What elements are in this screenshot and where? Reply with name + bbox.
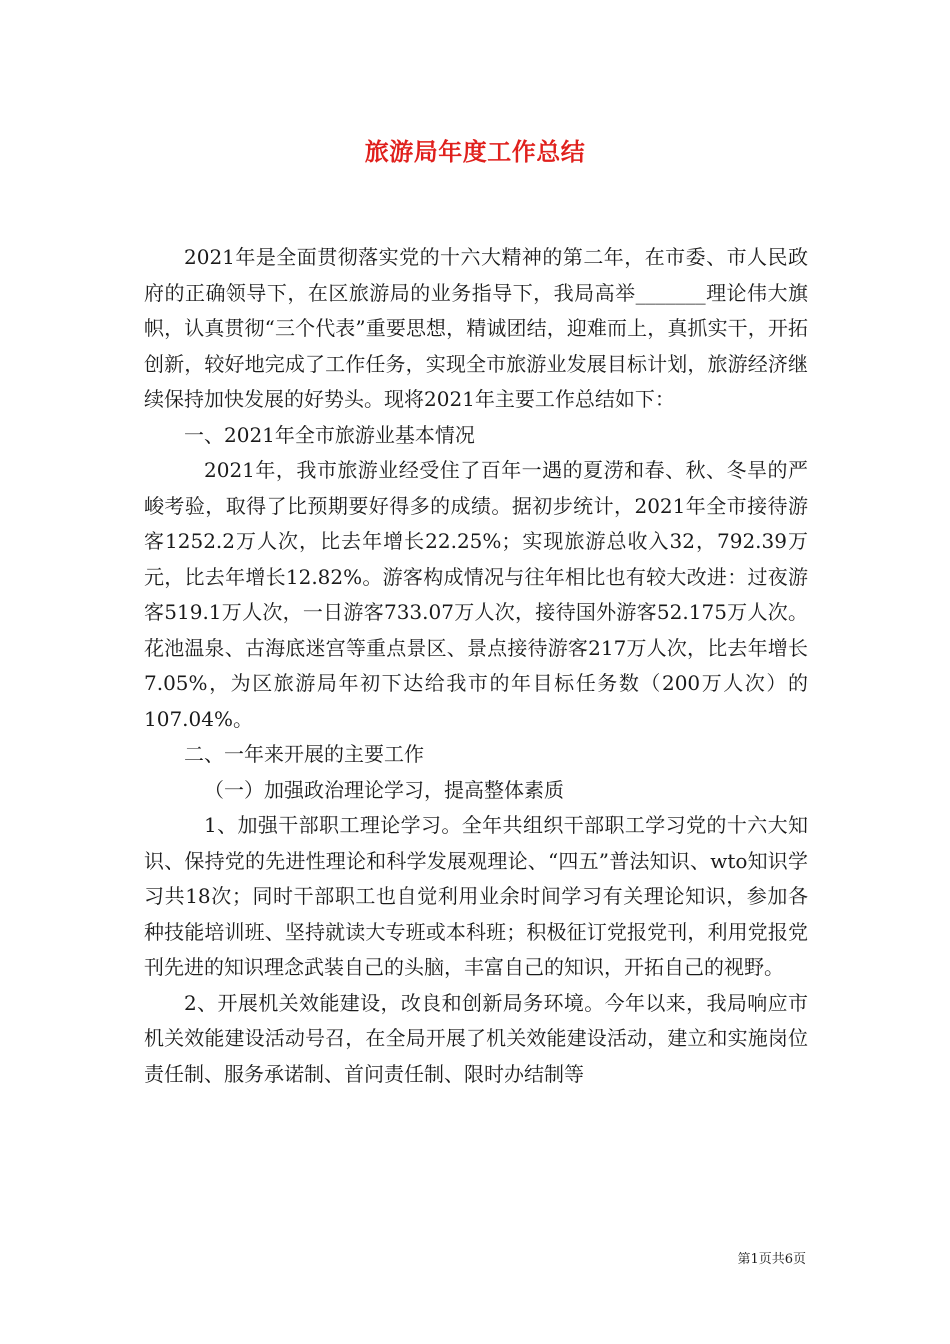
document-body (144, 240, 808, 1092)
page-number: 第1页共6页 (737, 1252, 806, 1267)
paragraph-item-1: 1、加强干部职工理论学习。全年共组织干部职工学习党的十六大知识、保持党的先进性理论和科学发展观理论、“四五”普法知识、wto知识学习共18次；同时干部职工也自觉利用业余时间学习有关理论知识，参加各种技能培训班、坚持就读大专班或本科班；积极征订党报党刊，利用党报党刊先进的知识理念武装自己的头脑，丰富自己的知识，开拓自己的视野。 (144, 813, 808, 979)
subsection-heading-1: （一）加强政治理论学习，提高整体素质 (204, 777, 564, 802)
paragraph-overview: 2021年，我市旅游业经受住了百年一遇的夏涝和春、秋、冬旱的严峻考验，取得了比预期要好得多的成绩。据初步统计，2021年全市接待游客1252.2万人次，比去年增长22.25%；实现旅游总收入32，792.39万元，比去年增长12.82%。游客构成情况与往年相比也有较大改进：过夜游客519.1万人次，一日游客733.07万人次，接待国外游客52.175万人次。花池温泉、古海底迷宫等重点景区、景点接待游客217万人次，比去年增长7.05%，为区旅游局年初下达给我市的年目标任务数（200万人次）的107.04%。 (144, 458, 808, 731)
paragraph-intro: 2021年是全面贯彻落实党的十六大精神的第二年，在市委、市人民政府的正确领导下，在区旅游局的业务指导下，我局高举_______理论伟大旗帜，认真贯彻“三个代表”重要思想，精诚团结，迎难而上，真抓实干，开拓创新，较好地完成了工作任务，实现全市旅游业发展目标计划，旅游经济继续保持加快发展的好势头。现将2021年主要工作总结如下： (144, 245, 808, 411)
document-title: 旅游局年度工作总结 (364, 137, 586, 166)
section-heading-1: 一、2021年全市旅游业基本情况 (184, 422, 475, 447)
paragraph-item-2: 2、开展机关效能建设，改良和创新局务环境。今年以来，我局响应市机关效能建设活动号召，在全局开展了机关效能建设活动，建立和实施岗位责任制、服务承诺制、首问责任制、限时办结制等 (144, 990, 808, 1086)
section-heading-2: 二、一年来开展的主要工作 (184, 742, 424, 766)
